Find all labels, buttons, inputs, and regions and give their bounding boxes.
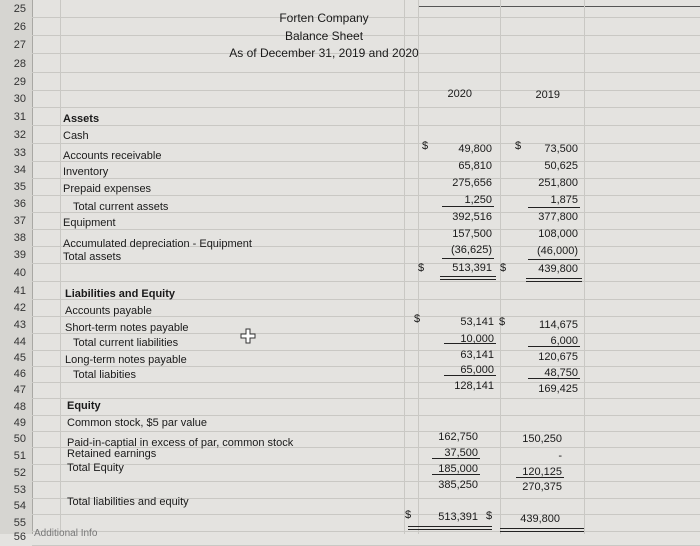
value-2019[interactable]: 120,125 [522,466,562,478]
double-underline [440,276,496,280]
cell-border-top [418,0,700,7]
label-total-current-liabilities[interactable]: Total current liabilities [73,337,179,349]
gridline [60,0,61,534]
row-number[interactable]: 38 [13,232,26,244]
gridline [32,281,700,282]
row-number[interactable]: 46 [13,368,26,380]
double-underline [526,278,582,282]
label-long-term-notes[interactable]: Long-term notes payable [65,354,187,366]
row-number[interactable]: 48 [13,401,26,413]
gridline [32,178,700,179]
gridline [584,0,585,534]
truncated-row-text[interactable]: Additional Info [34,528,98,539]
gridline [32,481,700,482]
value-2020[interactable]: 49,800 [458,143,492,155]
row-number[interactable]: 30 [13,93,26,105]
underline [442,206,494,207]
assets-heading[interactable]: Assets [63,113,100,125]
value-2020[interactable]: 63,141 [460,349,494,361]
company-name: Forten Company [279,11,369,25]
value-2019[interactable]: (46,000) [537,245,578,257]
value-2020[interactable]: 37,500 [444,447,478,459]
gridline [32,382,700,383]
gridline [32,72,700,73]
value-2020[interactable]: 162,750 [438,431,478,443]
row-number[interactable]: 25 [13,3,26,15]
value-2019[interactable]: 114,675 [539,319,578,331]
row-number[interactable]: 43 [13,319,26,331]
report-name: Balance Sheet [284,29,364,43]
gridline [32,531,700,532]
gridline [32,107,700,108]
gridline [32,143,700,144]
value-2020[interactable]: 157,500 [452,228,492,240]
row-number[interactable]: 37 [13,215,26,227]
gridline [32,431,700,432]
value-2020[interactable]: 185,000 [438,463,478,475]
underline [442,258,494,259]
gridline [32,263,700,264]
row-number[interactable]: 36 [13,198,26,210]
row-number[interactable]: 49 [13,417,26,429]
liabilities-equity-heading[interactable]: Liabilities and Equity [65,288,176,300]
label-total-assets[interactable]: Total assets [63,251,122,263]
underline [528,378,580,379]
underline [444,375,496,376]
row-number[interactable]: 47 [13,384,26,396]
label-total-liabilities[interactable]: Total liabities [73,369,136,381]
label-total-current-assets[interactable]: Total current assets [73,201,169,213]
value-2020[interactable]: 275,656 [452,177,492,189]
double-underline [500,528,584,532]
underline [528,346,580,347]
row-number[interactable]: 45 [13,352,26,364]
row-number[interactable]: 41 [13,285,26,297]
value-2019[interactable]: 150,250 [522,433,562,445]
row-number[interactable]: 33 [13,147,26,159]
row-number[interactable]: 55 [13,517,26,529]
value-2020[interactable]: 65,000 [460,364,494,376]
label-accumulated-depreciation[interactable]: Accumulated depreciation - Equipment [63,238,252,250]
value-2020[interactable]: (36,625) [451,244,492,256]
row-number[interactable]: 34 [13,164,26,176]
underline [528,259,580,260]
row-number[interactable]: 28 [13,58,26,70]
underline [528,207,580,208]
value-2020[interactable]: 53,141 [460,316,494,328]
underline [432,474,480,475]
value-2019[interactable]: 50,625 [544,160,578,172]
label-common-stock[interactable]: Common stock, $5 par value [67,417,208,429]
double-underline [408,526,492,530]
row-number[interactable]: 53 [13,484,26,496]
row-number[interactable]: 39 [13,249,26,261]
gridline [32,514,700,515]
value-2020[interactable]: 128,141 [454,380,494,392]
gridline [32,350,700,351]
value-2019[interactable]: 6,000 [550,335,578,347]
gridline [32,398,700,399]
row-number[interactable]: 26 [13,21,26,33]
row-number[interactable]: 32 [13,129,26,141]
value-2020[interactable]: 513,391 [438,511,478,523]
gridline [32,229,700,230]
label-prepaid-expenses[interactable]: Prepaid expenses [63,183,152,195]
label-cash[interactable]: Cash [63,130,89,142]
dollar-sign: $ [515,140,522,152]
row-number[interactable]: 31 [13,111,26,123]
row-number[interactable]: 35 [13,181,26,193]
gridline [32,464,700,465]
gridline [404,0,405,534]
label-paid-in-capital[interactable]: Paid-in-captial in excess of par, common stock [67,437,294,449]
value-2019[interactable]: 73,500 [544,143,578,155]
underline [516,477,564,478]
value-2019[interactable]: 108,000 [538,228,578,240]
gridline [32,90,700,91]
equity-heading[interactable]: Equity [67,400,101,412]
row-number[interactable]: 54 [13,500,26,512]
row-number[interactable]: 42 [13,302,26,314]
dollar-sign: $ [486,510,493,522]
label-total-liabilities-equity[interactable]: Total liabilities and equity [67,496,189,508]
label-accounts-payable[interactable]: Accounts payable [65,305,152,317]
row-number[interactable]: 27 [13,39,26,51]
dollar-sign: $ [414,313,421,325]
value-2020[interactable]: 385,250 [438,479,478,491]
row-number[interactable]: 40 [13,267,26,279]
row-number[interactable]: 29 [13,76,26,88]
value-2020[interactable]: 392,516 [452,211,492,223]
underline [444,343,496,344]
label-inventory[interactable]: Inventory [63,166,109,178]
value-2019[interactable]: 377,800 [538,211,578,223]
value-2020[interactable]: 513,391 [452,262,492,274]
row-number[interactable]: 50 [13,433,26,445]
dollar-sign: $ [499,316,506,328]
value-2019[interactable]: - [558,450,562,462]
header-2019[interactable]: 2019 [535,89,560,101]
row-number[interactable]: 44 [13,336,26,348]
header-2020[interactable]: 2020 [447,88,472,100]
value-2019[interactable]: 251,800 [538,177,578,189]
value-2020[interactable]: 10,000 [460,333,494,345]
dollar-sign: $ [405,509,412,521]
label-retained-earnings[interactable]: Retained earnings [67,448,157,460]
label-total-equity[interactable]: Total Equity [67,462,124,474]
value-2020[interactable]: 65,810 [458,160,492,172]
value-2019[interactable]: 439,800 [520,513,560,525]
crosshair-cursor-icon [240,328,256,344]
label-accounts-receivable[interactable]: Accounts receivable [63,150,162,162]
dollar-sign: $ [422,140,429,152]
row-number[interactable]: 51 [13,450,26,462]
value-2019[interactable]: 270,375 [522,481,562,493]
gridline [32,125,700,126]
value-2019[interactable]: 120,675 [538,351,578,363]
row-number[interactable]: 52 [13,467,26,479]
label-equipment[interactable]: Equipment [63,217,116,229]
underline [432,458,480,459]
label-short-term-notes[interactable]: Short-term notes payable [65,322,189,334]
value-2019[interactable]: 439,800 [538,263,578,275]
value-2019[interactable]: 1,875 [550,194,578,206]
value-2020[interactable]: 1,250 [464,194,492,206]
value-2019[interactable]: 48,750 [544,367,578,379]
row-number[interactable]: 56 [13,531,26,543]
value-2019[interactable]: 169,425 [538,383,578,395]
dollar-sign: $ [500,262,507,274]
dollar-sign: $ [418,262,425,274]
report-period: As of December 31, 2019 and 2020 [229,46,419,60]
